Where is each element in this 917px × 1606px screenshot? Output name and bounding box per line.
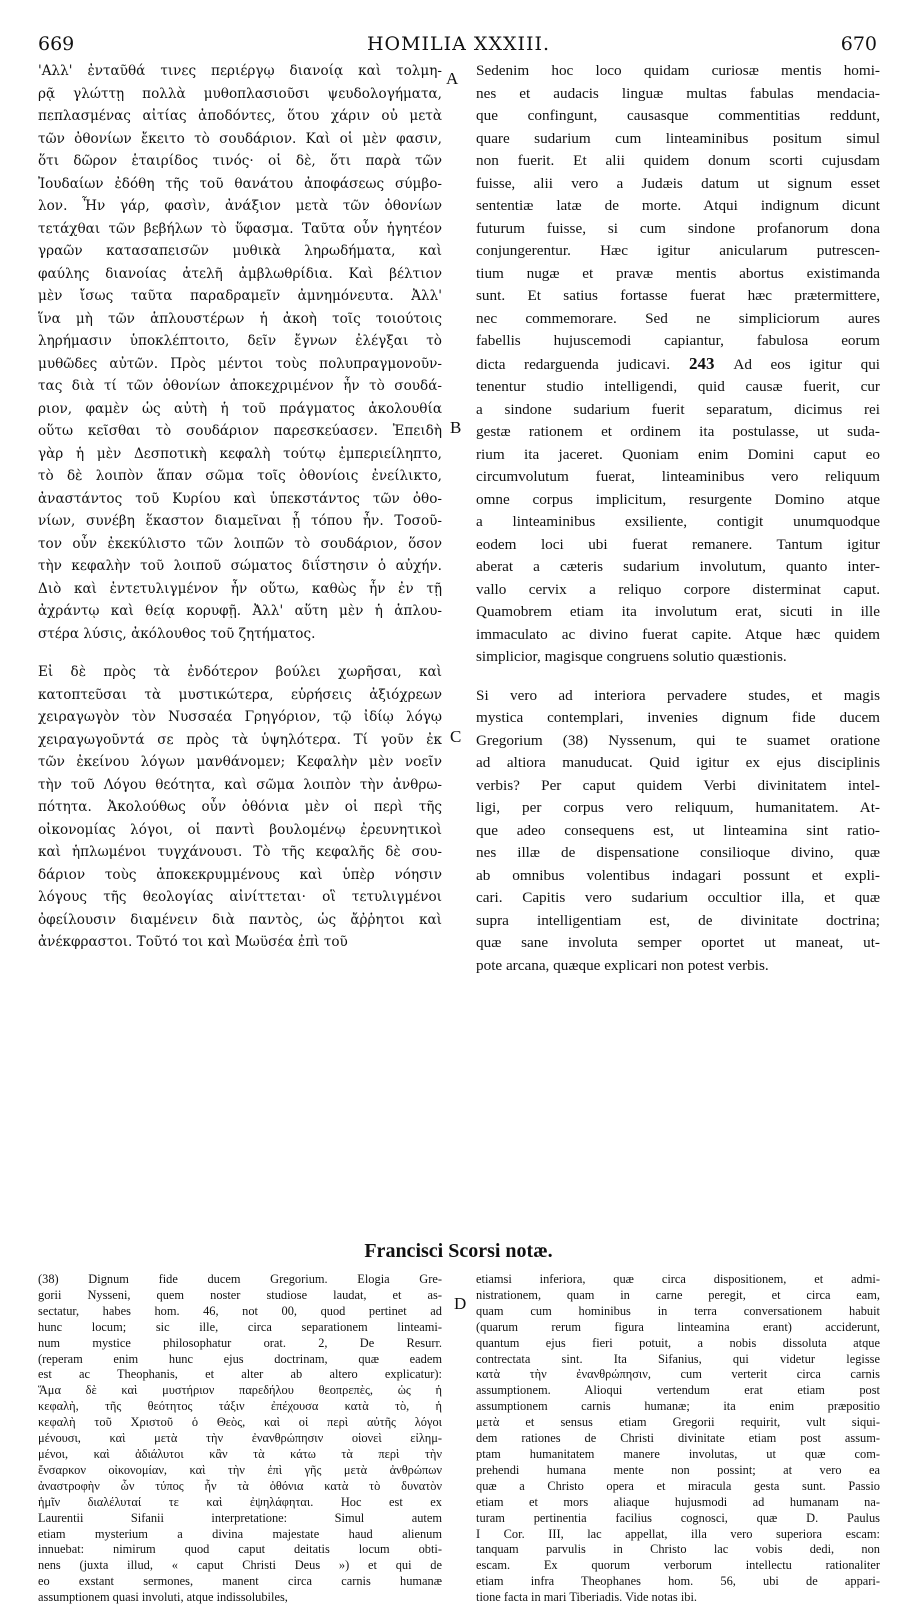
note-text-line: κατὰ τὴν ἐνανθρώπησιν, cum verterit circa carnis (476, 1367, 880, 1382)
latin-text-line: quæ sane involuta semper oportet ut maneat, ut- (476, 934, 880, 951)
note-text-line: tione facta in mari Tiberiadis. Vide notas ibi. (476, 1590, 697, 1605)
notes-heading: Francisci Scorsi notæ. (364, 1240, 553, 1262)
latin-text-line: circumvolutum fuerat, linteaminibus vero reliquum (476, 468, 880, 485)
note-text-line: prehendi humana mente non possint; at vero ea (476, 1462, 880, 1477)
note-text-line: quantum ejus fieri potuit, a nobis dissoluta atque (476, 1335, 880, 1350)
greek-text-line: τὸ δὲ λοιπὸν ἅπαν σῶμα τοῖς ὀθονίοις ἐνείλικτο, (38, 468, 442, 484)
latin-text-line: immaculato ac divino fuerat capite. Atque hæc quidem (476, 625, 880, 643)
latin-text-line: Quamobrem etiam ita involutum erat, sicuti in ille (476, 603, 880, 620)
latin-text-fragment: dicta redarguenda judicavi. (476, 355, 670, 373)
latin-text-line: a sindone sudarium fuerit separatum, dicimus rei (476, 400, 880, 418)
latin-text-line: sententiæ latæ de morte. Atqui indignum dicunt (476, 197, 880, 214)
note-text-line: (reperam enim hunc ejus doctrinam, quæ eadem (38, 1351, 442, 1366)
latin-text-line: que confingunt, causasque commentitias reddunt, (476, 107, 880, 124)
greek-text-line: νίων, συνέβη ἕκαστον διαμεῖναι ᾗ τόπου ἦν. Τοσοῦ- (38, 513, 442, 529)
greek-text-line: Εἰ δὲ πρὸς τὰ ἐνδότερον βούλει χωρῆσαι, καὶ (38, 664, 442, 680)
note-text-line: Laurentii Sifanii interpretatione: Simul autem (38, 1510, 442, 1525)
greek-text-line: Ἰουδαίων ἐδόθη τῆς τοῦ θανάτου ἀποφάσεως σύμβο- (38, 175, 442, 192)
greek-text-line: γραῶν κατασαπεισῶν μυθικὰ ληρωδήματα, καὶ (38, 243, 442, 259)
greek-text-line: καὶ ἡπλωμένοι τυγχάνουσι. Τὸ τῆς κεφαλῆς δὲ σου- (38, 844, 442, 860)
greek-text-line: ἵνα μὴ τῶν ἁπλουστέρων ἡ ἀκοὴ τοῖς τοιούτοις (38, 310, 442, 327)
latin-text-line: ad altiora manuducat. Quid igitur ex ejus disciplinis (476, 754, 880, 771)
latin-text-line: futurum fuisse, si cum sindone profanorum dona (476, 219, 880, 237)
greek-text-line: μὲν ἴσως ταῦτα παραδραμεῖν ἀμνημόνευτα. Ἀλλ' (38, 288, 442, 304)
latin-text-line: nec commemorare. Sed ne simpliciorum aures (476, 309, 880, 327)
greek-text-line: τὴν τοῦ Λόγου θεότητα, καὶ σῶμα λοιπὸν τὴν ἀνθρω- (38, 776, 442, 793)
greek-paragraph-2 (38, 661, 442, 954)
note-text-line: ἔνσαρκον οἰκονομίαν, καὶ τὴν ἐπὶ γῆς μετὰ ἀνθρώπων (38, 1462, 442, 1477)
note-text-line: quæ a Christo opera et miracula gesta sunt. Passio (476, 1478, 880, 1493)
note-text-line: gorii Nysseni, quem noster studiose laudat, et as- (38, 1287, 442, 1302)
section-marker-a: A (446, 69, 459, 88)
greek-text-line: λόγους τῆς θεολογίας αἰνίττεται· οἳ τετυλιγμένοι (38, 889, 442, 905)
latin-text-line: quare sudarium cum linteaminibus positum simul (476, 129, 880, 147)
greek-text-line: τὴν κεφαλὴν τοῦ λοιποῦ σώματος διΐστησιν ὁ αὐχήν. (38, 558, 442, 574)
note-text-line: nistrationem, quam in carne peregit, et circa eam, (476, 1287, 880, 1302)
greek-text-line: πεπλασμένας αἰτίας ἀποδόντες, ὅτου χάριν οὐ μετὰ (38, 108, 442, 124)
greek-text-line: τας διὰ τί τῶν ὀθονίων ἀποκεχριμένον ἦν τὸ σουδά- (38, 378, 442, 394)
right-column-number: 670 (840, 33, 877, 55)
latin-text-line: gestæ rationem et ordinem ita postulasse, ut suda- (476, 423, 880, 440)
section-marker-d: D (454, 1294, 467, 1313)
note-text-line: hunc locum; sic ille, circa separationem linteami- (38, 1319, 442, 1334)
section-marker-b: B (450, 418, 462, 437)
note-text-line: turam pertinentia facilius cognosci, quæ D. Paulus (476, 1510, 880, 1525)
latin-paragraph-1 (476, 60, 880, 669)
latin-text-line: pote arcana, quæque explicari non potest verbis. (476, 956, 769, 974)
greek-text-line: ρᾷ γλώττῃ πολλὰ μυθοπλασιοῦσι ψευδολογήματα, (38, 85, 442, 102)
latin-text-line: que adeo consequens est, ut linteamina sint ratio- (476, 821, 880, 839)
greek-text-line: οὕτω κεῖσθαι τὸ σουδάριον παρεσκεύασεν. Ἐπειδὴ (38, 423, 442, 439)
note-text-line: est ac Theophanis, et alter ab altero explicatur): (38, 1367, 442, 1382)
note-text-line: etiamsi inferiora, quæ circa dispositionem, et admi- (476, 1272, 880, 1286)
greek-text-line: πότητα. Ἀκολούθως οὖν ὀθόνια μὲν οἱ περὶ τῆς (38, 799, 442, 815)
latin-text-line: tenentur studio intelligendi, quid causæ fuerit, cur (476, 378, 880, 395)
latin-text-line: ligi, per corpus vero reliquum, humanitatem. At- (476, 799, 880, 816)
greek-text-line: Διὸ καὶ ἐντετυλιγμένον ἦν οὕτω, καθὼς ἦν ἐν τῇ (38, 580, 442, 597)
greek-text-line: χειραγωγὸν τὸν Νυσσαέα Γρηγόριον, τῷ ἰδίῳ λόγῳ (38, 709, 442, 725)
greek-text-line: κατοπτεῦσαι τὰ μυστικώτερα, εὑρήσεις ἀξιόχρεων (38, 686, 442, 703)
latin-text-line: nes et audacis linguæ multas fabulas mendacia- (476, 84, 880, 102)
note-text-line: assumptionem quasi involuti, atque indissolubiles, (38, 1590, 288, 1605)
greek-text-line: τῶν ὀθονίων ἔκειτο τὸ σουδάριον. Καὶ οἱ μὲν φασιν, (38, 130, 442, 147)
latin-text-line: cari. Capitis vero sudarium occultior illa, et quæ (476, 889, 880, 906)
note-text-line: etiam et mors aliaque hujusmodi ad humanam na- (476, 1494, 880, 1509)
latin-text-line: rium ita jaceret. Quoniam enim Domini caput eo (476, 445, 880, 463)
greek-text-line: οἰκονομίας λόγοι, οἱ παντὶ βουλομένῳ ἐρευνητικοὶ (38, 821, 442, 838)
greek-text-line: τῶν ἐκείνου λόγων μανθάνομεν; Κεφαλὴν μὲν νοεῖν (38, 754, 442, 770)
greek-text-line: δάριον τοὺς ἀποκεκρυμμένους καὶ ὑπὲρ νόησιν (38, 866, 442, 883)
note-text-line: Ἅμα δὲ καὶ μυστήριον παρεδήλου θεοπρεπὲς, ὡς ἡ (38, 1383, 442, 1398)
original-page-number: 243 (670, 353, 734, 373)
notes-right-column (476, 1272, 880, 1606)
latin-text-line: mystica contemplari, invenies dignum fide ducem (476, 709, 880, 726)
note-text-line: nens (juxta illud, « caput Christi Deus ») et qui de (38, 1558, 442, 1573)
note-text-line: contrectata sint. Ita Sifanius, qui videtur legisse (476, 1351, 880, 1366)
latin-text-line: tium nugæ et pravæ mentis abortus existimanda (476, 264, 880, 282)
note-text-line: ἀναστροφὴν ὧν τύπος ἦν τὰ ὀθόνια κατὰ τὸ δυνατὸν (38, 1478, 442, 1493)
note-text-line: (38) Dignum fide ducem Gregorium. Elogia Gre- (38, 1272, 442, 1286)
note-text-line: innuebat: nimirum quod caput deitatis locum obti- (38, 1542, 442, 1557)
latin-text-line: omne corpus implicitum, resurgente Domino atque (476, 490, 880, 508)
note-text-line: sectatur, habes hom. 46, not 00, quod pertinet ad (38, 1303, 442, 1318)
greek-text-line: τετάχθαι τῶν βεβήλων τὸ ὕφασμα. Ταῦτα οὖν ἡγητέον (38, 220, 442, 237)
greek-text-line: χειραγωγοῦντά σε πρὸς τὰ ὑψηλότερα. Τί γοῦν ἐκ (38, 731, 442, 748)
latin-text-line: simplicior, magisque congruens solutio quæstionis. (476, 648, 787, 665)
latin-text-line: vallo cervix a reliquo corpore disterminat caput. (476, 580, 880, 598)
greek-paragraph-1 (38, 60, 442, 645)
running-title: HOMILIA XXXIII. (366, 33, 551, 55)
left-column-number: 669 (38, 33, 75, 55)
notes-left-column (38, 1272, 442, 1606)
note-text-line: assumptionem carnis humanæ; ita enim præpositio (476, 1399, 880, 1414)
latin-text-fragment: Ad eos igitur qui (733, 355, 880, 373)
latin-text-line: verbis? Per caput quidem Verbi divinitatem intel- (476, 776, 880, 794)
latin-text-line: nes illæ de dispensatione consilioque divino, quæ (476, 844, 880, 861)
note-text-line: ptam humanitatem manere involutas, ut quæ com- (476, 1446, 880, 1461)
greek-text-line: ἀνέκφραστοι. Τοῦτό τοι καὶ Μωϋσέα ἐπὶ τοῦ (38, 934, 348, 950)
greek-text-line: ριον, φαμὲν ὡς αὐτὴ ἡ τοῦ πράγματος ἀκολουθία (38, 400, 442, 417)
note-text-line: μένουσι, καὶ μετὰ τὴν ἐνανθρώπησιν οἱονεὶ εἰλημ- (38, 1431, 442, 1446)
latin-text-line: Gregorium (38) Nyssenum, qui te suamet oratione (476, 731, 880, 749)
latin-paragraph-2 (476, 685, 880, 978)
latin-text-line: fuisse, alii vero a Judæis datum ut signum esset (476, 174, 880, 192)
note-text-line: ἡμῖν διαλέλυταί τε καὶ ἐψηλάφηται. Hoc est ex (38, 1494, 442, 1509)
note-text-line: κεφαλὴ τοῦ Χριστοῦ ὁ Θεὸς, καὶ οἱ περὶ αὐτῆς λόγοι (38, 1415, 442, 1430)
latin-text-line: ab omnibus volentibus indagari possunt et expli- (476, 866, 880, 884)
latin-text-line: eodem loci ubi fuerat remanere. Tantum igitur (476, 535, 880, 553)
latin-text-column (476, 60, 880, 977)
greek-text-line: ὅτι δῶρον ἑταιρίδος τινός· οἱ δὲ, ὅτι παρὰ τῶν (38, 153, 442, 169)
note-text-line: dem rationes de Christi divinitate etiam post assum- (476, 1431, 880, 1446)
note-text-line: μένοι, καὶ ἀδιάλυτοι κἂν τὰ κάτω τὰ περὶ τὴν (38, 1446, 442, 1461)
note-text-line: num mystice philosophatur orat. 2, De Resurr. (38, 1335, 442, 1350)
greek-text-line: ἀναστάντος τοῦ Κυρίου καὶ ὑπεκστάντος τῶν ὀθο- (38, 490, 442, 507)
latin-text-line: conjungerentur. Hæc igitur anicularum putrescen- (476, 242, 880, 259)
note-text-line: etiam mysterium a divina majestate haud alienum (38, 1526, 442, 1541)
greek-text-line: ἀχράντῳ καὶ θείᾳ κορυφῇ. Ἀλλ' αὕτη μὲν ἡ ἁπλου- (38, 603, 442, 619)
note-text-line: I Cor. III, lac appellat, illa vero superiora escam: (476, 1526, 880, 1541)
greek-text-line: γὰρ ἡ μὲν Δεσποτικὴ κεφαλὴ τούτῳ ἐμπεριείληπτο, (38, 445, 442, 462)
latin-text-line: a linteaminibus exsiliente, contigit unumquodque (476, 513, 880, 530)
note-text-line: etiam infra Theophanes hom. 56, ubi de appari- (476, 1574, 880, 1589)
latin-text-line (476, 353, 880, 377)
greek-text-line: τον οὖν ἐκεκύλιστο τῶν λοιπῶν τὸ σουδάριον, ὅσον (38, 535, 442, 552)
latin-text-line: Si vero ad interiora pervadere studes, et magis (476, 686, 880, 704)
greek-text-line: φαύλης διανοίας ἀτελῆ ἀμβλωθρίδια. Καὶ βέλτιον (38, 265, 442, 282)
greek-text-line: λον. Ἦν γάρ, φασὶν, ἀνάξιον μετὰ τῶν ὀθονίων (38, 198, 442, 214)
latin-text-line: Sedenim hoc loco quidam curiosæ mentis homi- (476, 62, 880, 79)
latin-text-line: supra intelligentiam est, de divinitate doctrina; (476, 911, 880, 929)
note-text-line: escam. Ex quorum verborum intellectu rationaliter (476, 1558, 880, 1573)
note-text-line: assumptionem. Alioqui vertendum erat etiam post (476, 1383, 880, 1398)
greek-text-line: 'Αλλ' ἐνταῦθά τινες περιέργῳ διανοίᾳ καὶ τολμη- (38, 63, 442, 79)
section-marker-c: C (450, 727, 462, 746)
note-text-line: μετὰ et sensus etiam Gregorii requirit, vult siqui- (476, 1415, 880, 1430)
note-text-line: quam cum hominibus in terra conversationem habuit (476, 1303, 880, 1318)
note-text-line: tanquam parvulis in Christo lac vobis dedi, non (476, 1542, 880, 1557)
greek-text-line: στέρα λύσις, ἀκόλουθος τοῦ ζητήματος. (38, 625, 316, 642)
greek-text-line: ληρήμασιν ὑποκλέπτοιτο, δεῖν ἔγνων ἐλέγξαι τὸ (38, 333, 442, 349)
note-text-line: eo exstant sermones, manent circa carnis humanæ (38, 1574, 442, 1589)
greek-text-column (38, 60, 442, 954)
latin-text-line: sunt. Et satius fortasse fuerat hæc prætermittere, (476, 287, 880, 304)
latin-text-line: fabellis hujuscemodi capiantur, fabulosa eorum (476, 332, 880, 349)
note-text-line: κεφαλὴ, τῆς θεότητος τάξιν ἐπέχουσα κατὰ τὸ, ἡ (38, 1399, 442, 1414)
greek-text-line: μυθῶδες αὐτῶν. Πρὸς μέντοι τοὺς πολυπραγμονοῦν- (38, 355, 442, 372)
latin-text-line: non fuerit. Et alii quidem donum scorti cujusdam (476, 152, 880, 169)
greek-text-line: ὀφείλουσιν διαμένειν διὰ παντὸς, ὡς ἄῤῥητοι καὶ (38, 911, 442, 928)
latin-text-line: aberat a cæteris sudarium involutum, quanto inter- (476, 558, 880, 575)
note-text-line: (quarum rerum figura linteamina erant) acciderunt, (476, 1319, 880, 1334)
